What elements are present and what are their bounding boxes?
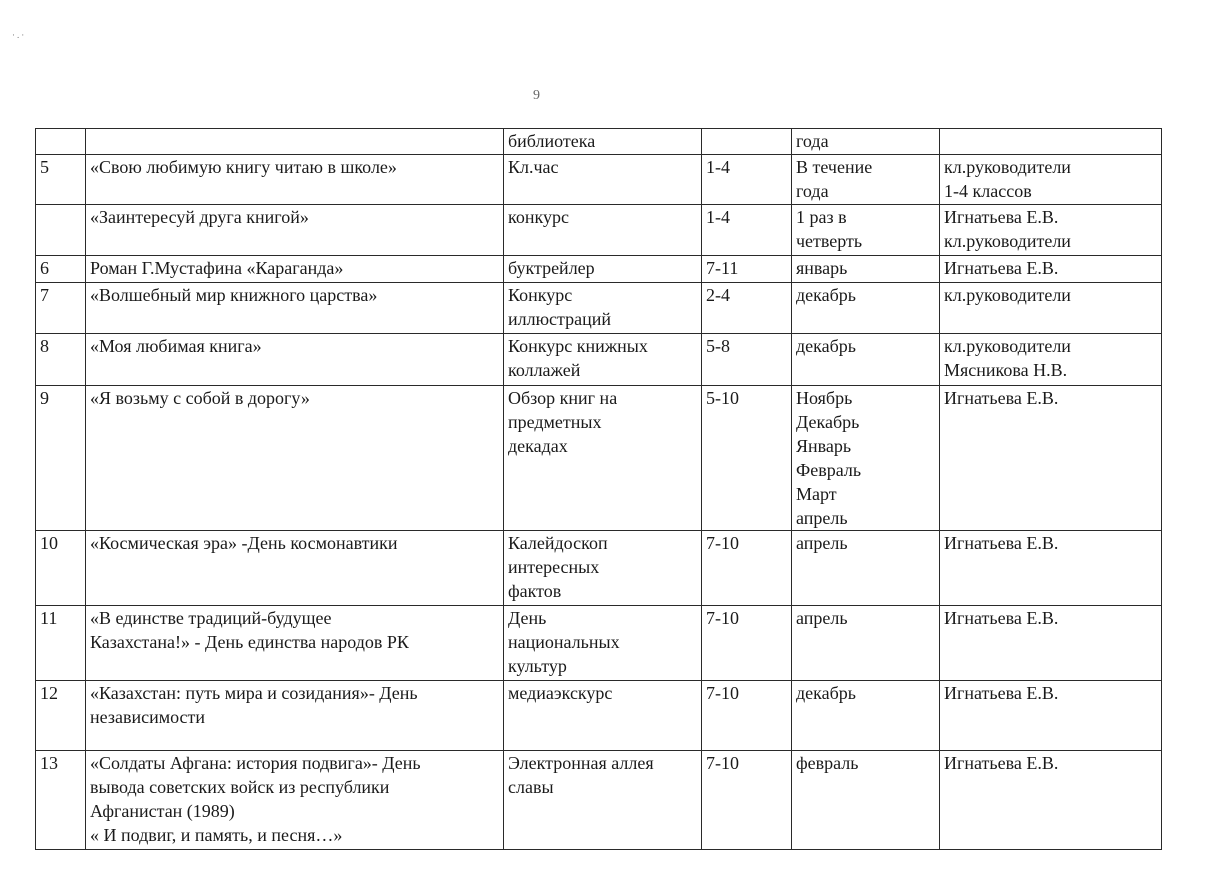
table-row [36, 334, 1162, 386]
event-title: «Солдаты Афгана: история подвига»- День вывода советских войск из республики Афганистан (1989) « И подвиг, и память, и песня…» [86, 751, 504, 850]
table-row [36, 155, 1162, 205]
grades-cell: 5-8 [702, 334, 792, 386]
grades-cell: 1-4 [702, 155, 792, 205]
date-cell: декабрь [792, 334, 940, 386]
responsible-cell: Игнатьева Е.В. [940, 681, 1162, 751]
date-cell: 1 раз в четверть [792, 205, 940, 256]
event-form: Конкурс книжных коллажей [504, 334, 702, 386]
row-number: 5 [36, 155, 86, 205]
event-title: «Волшебный мир книжного царства» [86, 283, 504, 334]
row-number: 13 [36, 751, 86, 850]
grades-cell [702, 129, 792, 155]
date-cell: декабрь [792, 283, 940, 334]
event-title: «Космическая эра» -День космонавтики [86, 531, 504, 606]
grades-cell: 1-4 [702, 205, 792, 256]
event-form: буктрейлер [504, 256, 702, 283]
responsible-cell: Игнатьева Е.В. [940, 256, 1162, 283]
date-cell: январь [792, 256, 940, 283]
event-form: Электронная аллея славы [504, 751, 702, 850]
date-cell: февраль [792, 751, 940, 850]
event-form: Конкурс иллюстраций [504, 283, 702, 334]
row-number: 11 [36, 606, 86, 681]
responsible-cell: кл.руководители 1-4 классов [940, 155, 1162, 205]
table-row [36, 531, 1162, 606]
row-number: 6 [36, 256, 86, 283]
event-form: Обзор книг на предметных декадах [504, 386, 702, 531]
table-row [36, 751, 1162, 850]
date-cell: В течение года [792, 155, 940, 205]
scan-speck: ·.· [12, 30, 27, 40]
row-number [36, 129, 86, 155]
table-row [36, 283, 1162, 334]
row-number [36, 205, 86, 256]
responsible-cell: Игнатьева Е.В. кл.руководители [940, 205, 1162, 256]
responsible-cell: Игнатьева Е.В. [940, 751, 1162, 850]
row-number: 9 [36, 386, 86, 531]
responsible-cell: Игнатьева Е.В. [940, 386, 1162, 531]
event-form: конкурс [504, 205, 702, 256]
event-title: «Казахстан: путь мира и созидания»- День независимости [86, 681, 504, 751]
row-number: 10 [36, 531, 86, 606]
event-form: медиаэкскурс [504, 681, 702, 751]
event-title [86, 129, 504, 155]
row-number: 12 [36, 681, 86, 751]
grades-cell: 5-10 [702, 386, 792, 531]
responsible-cell [940, 129, 1162, 155]
event-form: библиотека [504, 129, 702, 155]
grades-cell: 7-11 [702, 256, 792, 283]
library-events-table [35, 128, 1162, 850]
responsible-cell: кл.руководители [940, 283, 1162, 334]
table-row [36, 205, 1162, 256]
responsible-cell: кл.руководители Мясникова Н.В. [940, 334, 1162, 386]
event-form: День национальных культур [504, 606, 702, 681]
table-body [36, 129, 1162, 850]
event-form: Кл.час [504, 155, 702, 205]
event-title: «Заинтересуй друга книгой» [86, 205, 504, 256]
table-row [36, 681, 1162, 751]
grades-cell: 2-4 [702, 283, 792, 334]
responsible-cell: Игнатьева Е.В. [940, 531, 1162, 606]
grades-cell: 7-10 [702, 751, 792, 850]
date-cell: апрель [792, 606, 940, 681]
event-title: «Свою любимую книгу читаю в школе» [86, 155, 504, 205]
grades-cell: 7-10 [702, 681, 792, 751]
grades-cell: 7-10 [702, 531, 792, 606]
date-cell: апрель [792, 531, 940, 606]
grades-cell: 7-10 [702, 606, 792, 681]
row-number: 8 [36, 334, 86, 386]
event-form: Калейдоскоп интересных фактов [504, 531, 702, 606]
date-cell: декабрь [792, 681, 940, 751]
event-title: «В единстве традиций-будущее Казахстана!» - День единства народов РК [86, 606, 504, 681]
table-row [36, 129, 1162, 155]
table-row [36, 256, 1162, 283]
event-title: Роман Г.Мустафина «Караганда» [86, 256, 504, 283]
table-row [36, 386, 1162, 531]
date-cell: года [792, 129, 940, 155]
event-title: «Моя любимая книга» [86, 334, 504, 386]
page-mark: 9 [533, 88, 540, 103]
table-row [36, 606, 1162, 681]
event-title: «Я возьму с собой в дорогу» [86, 386, 504, 531]
responsible-cell: Игнатьева Е.В. [940, 606, 1162, 681]
date-cell: Ноябрь Декабрь Январь Февраль Март апрель [792, 386, 940, 531]
row-number: 7 [36, 283, 86, 334]
